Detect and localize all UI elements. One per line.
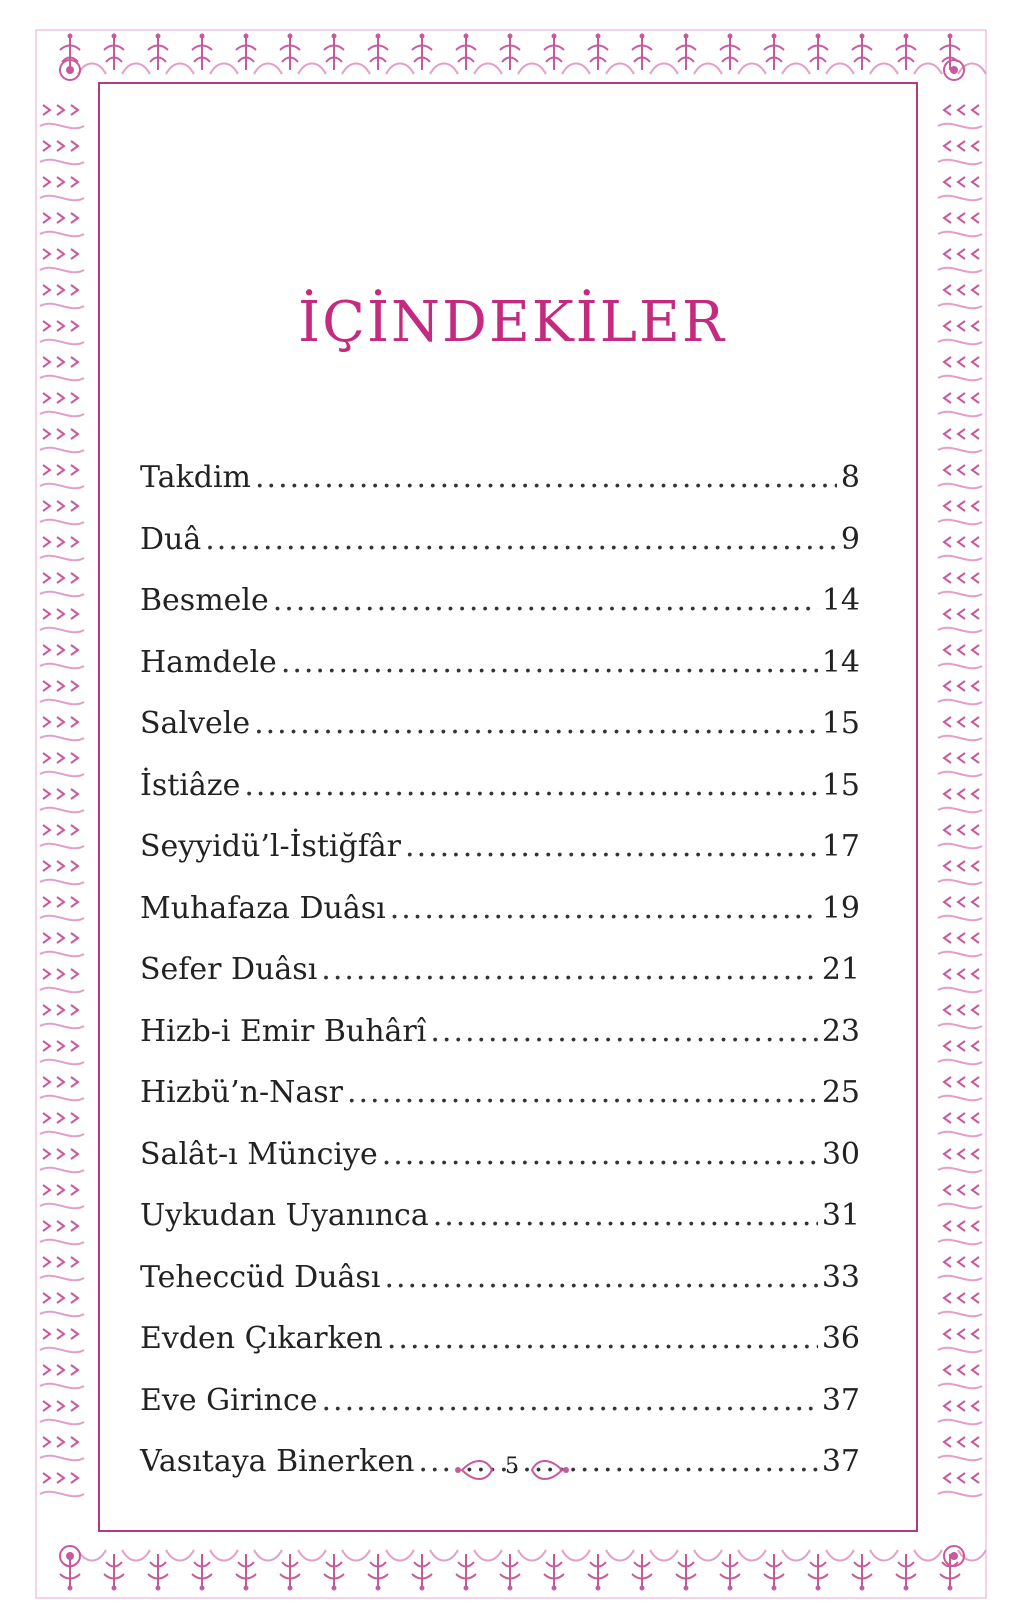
toc-entry-page: 31 — [821, 1198, 860, 1233]
toc-entry-page: 14 — [821, 644, 860, 680]
toc-entry-page: 37 — [821, 1382, 860, 1418]
toc-entry-title: Duâ — [140, 521, 202, 557]
page-number: 5 — [505, 1454, 519, 1479]
toc-entry-title: Vasıtaya Binerken — [140, 1444, 415, 1479]
toc-entry-title: Hizb-i Emir Buhârî — [140, 1013, 427, 1049]
toc-entry — [140, 891, 860, 953]
toc-leader-dots — [433, 1198, 818, 1233]
table-of-contents — [140, 460, 860, 1506]
toc-entry-title: Takdim — [140, 460, 251, 495]
toc-entry — [140, 460, 860, 522]
toc-entry-page: 8 — [840, 460, 860, 495]
toc-leader-dots — [322, 1383, 818, 1418]
toc-entry-page: 23 — [821, 1013, 860, 1049]
toc-leader-dots — [384, 1260, 817, 1295]
toc-entry-page: 15 — [821, 767, 860, 803]
toc-entry — [140, 522, 860, 584]
toc-entry-page: 21 — [821, 952, 860, 987]
toc-leader-dots — [390, 891, 818, 926]
toc-entry-title: Eve Girince — [140, 1382, 318, 1418]
toc-entry-page: 37 — [821, 1444, 860, 1479]
toc-entry-page: 9 — [840, 521, 860, 557]
toc-entry — [140, 1383, 860, 1445]
page-number-ornament — [452, 1450, 572, 1490]
toc-entry-title: Evden Çıkarken — [140, 1321, 383, 1356]
toc-leader-dots — [255, 460, 837, 495]
toc-entry-title: Hamdele — [140, 644, 277, 680]
toc-entry — [140, 1014, 860, 1076]
toc-leader-dots — [387, 1321, 818, 1356]
toc-entry-title: Muhafaza Duâsı — [140, 890, 386, 926]
toc-entry — [140, 1137, 860, 1199]
toc-entry — [140, 952, 860, 1014]
toc-entry-title: Salvele — [140, 706, 251, 741]
toc-entry — [140, 645, 860, 707]
toc-entry — [140, 1198, 860, 1260]
toc-entry — [140, 1260, 860, 1322]
toc-entry-page: 19 — [821, 890, 860, 926]
toc-entry — [140, 1075, 860, 1137]
toc-entry-title: Teheccüd Duâsı — [140, 1259, 381, 1295]
toc-entry-title: Sefer Duâsı — [140, 952, 318, 987]
page-title: İÇİNDEKİLER — [297, 290, 727, 355]
toc-entry-page: 33 — [821, 1259, 860, 1295]
toc-leader-dots — [430, 1014, 817, 1049]
toc-entry-page: 36 — [821, 1321, 860, 1356]
toc-entry — [140, 1321, 860, 1383]
toc-entry — [140, 706, 860, 768]
toc-entry-title: Seyyidü’l-İstiğfâr — [140, 829, 402, 864]
toc-entry-title: Besmele — [140, 583, 269, 618]
toc-entry-page: 30 — [821, 1136, 860, 1172]
toc-entry — [140, 583, 860, 645]
toc-entry — [140, 829, 860, 891]
toc-entry-title: Salât-ı Münciye — [140, 1136, 378, 1172]
toc-leader-dots — [347, 1075, 818, 1110]
toc-entry-title: Hizbü’n-Nasr — [140, 1075, 343, 1110]
toc-entry-title: Uykudan Uyanınca — [140, 1198, 429, 1233]
toc-leader-dots — [205, 522, 837, 557]
toc-leader-dots — [254, 706, 818, 741]
toc-entry — [140, 768, 860, 830]
toc-entry-title: İstiâze — [140, 767, 241, 803]
toc-leader-dots — [244, 768, 817, 803]
toc-leader-dots — [281, 645, 818, 680]
toc-entry-page: 25 — [821, 1075, 860, 1110]
toc-leader-dots — [321, 952, 818, 987]
toc-leader-dots — [382, 1137, 818, 1172]
toc-leader-dots — [405, 829, 818, 864]
toc-entry-page: 14 — [821, 583, 860, 618]
toc-entry-page: 15 — [821, 706, 860, 741]
toc-entry-page: 17 — [821, 829, 860, 864]
toc-leader-dots — [273, 583, 818, 618]
